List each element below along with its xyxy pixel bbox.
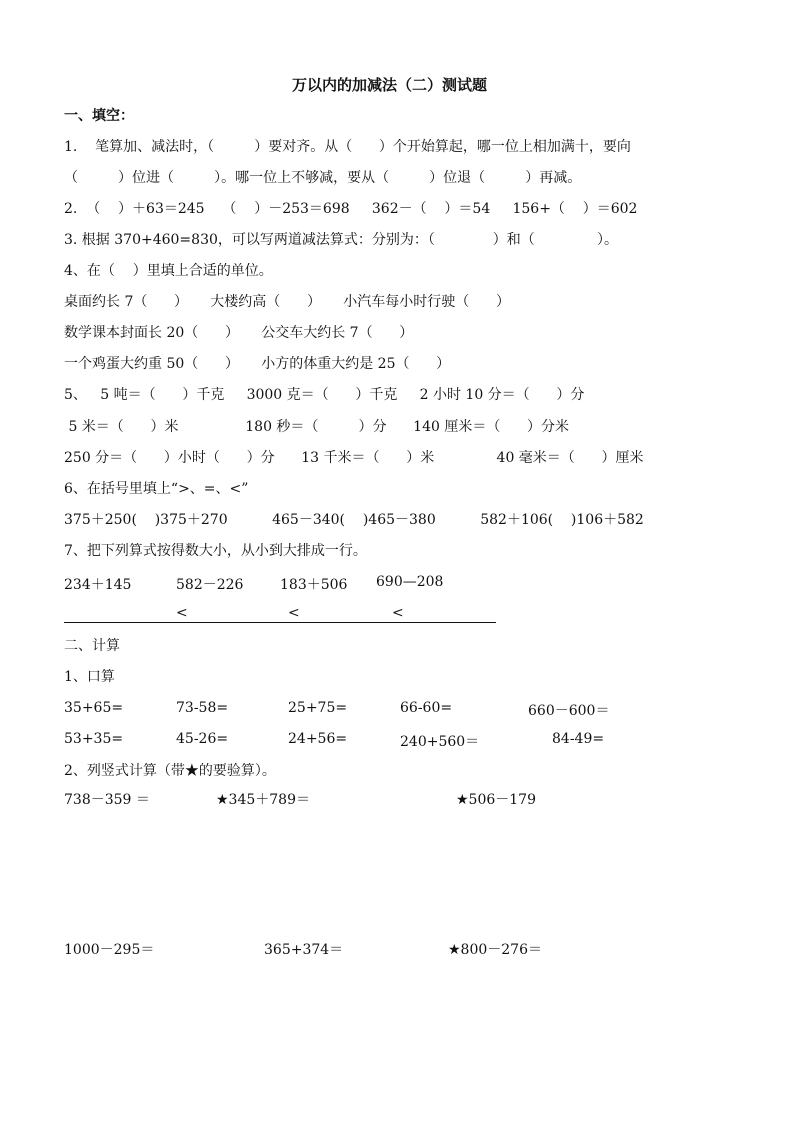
question-6: 6、在括号里填上“>、=、<” (64, 481, 249, 497)
q7-expression: 183＋506 (280, 577, 348, 593)
question-4-line-a: 桌面约长 7（ ） 大楼约高（ ） 小汽车每小时行驶（ ） (64, 294, 510, 310)
oral-item: 24+56= (288, 731, 348, 747)
oral-item: 45-26= (176, 731, 229, 747)
question-1-line-1: 1. 笔算加、减法时，（ ）要对齐。从（ ）个开始算起，哪一位上相加满十，要向 (64, 139, 631, 155)
oral-item: 66-60= (400, 700, 453, 716)
oral-item: 660－600＝ (528, 703, 610, 719)
oral-item: 84-49= (552, 731, 605, 747)
q7-expression: 690—208 (376, 574, 444, 590)
q7-answer-line (64, 622, 496, 623)
section-fill-heading: 一、填空： (64, 108, 134, 124)
oral-item: 35+65= (64, 700, 124, 716)
vertical-calc-heading: 2、列竖式计算（带★的要验算）。 (64, 763, 276, 779)
question-3: 3. 根据 370+460=830，可以写两道减法算式：分别为：（ ）和（ ）。 (64, 232, 619, 248)
question-7: 7、把下列算式按得数大小，从小到大排成一行。 (64, 543, 367, 559)
q7-less-than-sign: < (288, 605, 300, 621)
q7-expression: 582－226 (176, 577, 244, 593)
oral-item: 73-58= (176, 700, 229, 716)
question-6-line-a: 375＋250( )375＋270 465－340( )465－380 582＋106( )106＋582 (64, 512, 644, 528)
oral-item: 25+75= (288, 700, 348, 716)
oral-calc-heading: 1、口算 (64, 669, 115, 685)
q7-less-than-sign: < (392, 605, 404, 621)
question-5-line-a: 5、 5 吨＝（ ）千克 3000 克＝（ ）千克 2 小时 10 分＝（ ）分 (64, 387, 585, 403)
question-1-line-2: （ ）位进（ ）。哪一位上不够减，要从（ ）位退（ ）再减。 (64, 170, 582, 186)
oral-item: 53+35= (64, 731, 124, 747)
section-calc-heading: 二、计算 (64, 638, 120, 654)
q7-less-than-sign: < (176, 605, 188, 621)
question-5-line-c: 250 分＝（ ）小时（ ）分 13 千米＝（ ）米 40 毫米＝（ ）厘米 (64, 450, 644, 466)
question-4-line-c: 一个鸡蛋大约重 50（ ） 小方的体重大约是 25（ ） (64, 356, 451, 372)
question-4-line-b: 数学课本封面长 20（ ） 公交车大约长 7（ ） (64, 325, 414, 341)
vertical-item: ★345＋789＝ (216, 792, 310, 808)
vertical-item: 738－359 ＝ (64, 792, 150, 808)
question-2: 2. （ ）＋63＝245 （ ）－253＝698 362－（ ）＝54 156+（ ）＝602 (64, 201, 638, 217)
q7-expression: 234＋145 (64, 577, 132, 593)
vertical-item: ★800－276＝ (448, 942, 542, 958)
vertical-item: ★506－179 (456, 792, 536, 808)
question-5-line-b: 5 米＝（ ）米 180 秒＝（ ）分 140 厘米＝（ ）分米 (64, 419, 570, 435)
oral-item: 240+560＝ (400, 734, 480, 750)
page-title: 万以内的加减法（二）测试题 (292, 76, 488, 94)
vertical-item: 365+374＝ (264, 942, 344, 958)
question-4: 4、在（ ）里填上合适的单位。 (64, 263, 273, 279)
vertical-item: 1000－295＝ (64, 942, 155, 958)
